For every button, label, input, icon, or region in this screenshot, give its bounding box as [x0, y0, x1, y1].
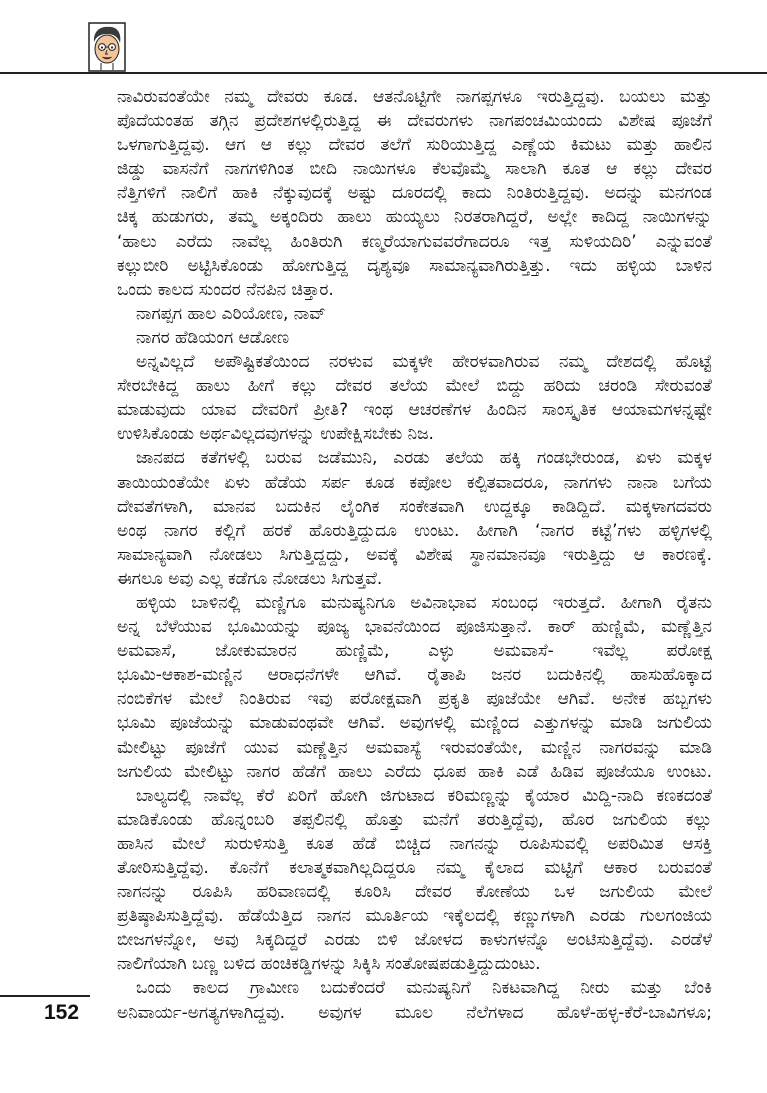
paragraph-6	[117, 976, 712, 1024]
text-line: ಪ್ರತಿಷ್ಠಾಪಿಸುತ್ತಿದ್ದೆವು. ಹೆಡೆಯೆತ್ತಿದ ನಾಗನ ಮೂರ್ತಿಯ ಇಕ್ಕೆಲದಲ್ಲಿ ಕಣ್ಣುಗಳಾಗಿ ಎರಡು ಗುಲಗಂಜಿಯ	[117, 906, 712, 927]
paragraph-4	[117, 591, 712, 784]
text-line: ಒಂದು ಕಾಲದ ಗ್ರಾಮೀಣ ಬದುಕೆಂದರೆ ಮನುಷ್ಯನಿಗೆ ನಿಕಟವಾಗಿದ್ದ ನೀರು ಮತ್ತು ಬೆಂಕಿ	[136, 978, 712, 999]
text-line: ನಂಬಿಕೆಗಳ ಮೇಲೆ ನಿಂತಿರುವ ಇವು ಪರೋಕ್ಷವಾಗಿ ಪ್ರಕೃತಿ ಪೂಜೆಯೇ ಆಗಿವೆ. ಅನೇಕ ಹಬ್ಬಗಳು	[117, 689, 712, 710]
body-text	[117, 85, 712, 1025]
text-line: ಅಂಥ ನಾಗರ ಕಲ್ಲಿಗೆ ಹರಕೆ ಹೊರುತ್ತಿದ್ದುದೂ ಉಂಟು. ಹೀಗಾಗಿ ‘ನಾಗರ ಕಟ್ಟೆ’ಗಳು ಹಳ್ಳಿಗಳಲ್ಲಿ	[117, 520, 712, 541]
text-line: ಜಗುಲಿಯ ಮೇಲಿಟ್ಟು ನಾಗರ ಹೆಡೆಗೆ ಹಾಲು ಎರೆದು ಧೂಪ ಹಾಕಿ ಎಡೆ ಹಿಡಿವ ಪೂಜೆಯೂ ಉಂಟು.	[117, 761, 712, 782]
text-line: ದೇವತೆಗಳಾಗಿ, ಮಾನವ ಬದುಕಿನ ಲೈಂಗಿಕ ಸಂಕೇತವಾಗಿ ಉದ್ದಕ್ಕೂ ಕಾಡಿದ್ದಿದೆ. ಮಕ್ಕಳಾಗದವರು	[117, 496, 712, 517]
verse-line: ನಾಗರ ಹೆಡಿಯಂಗ ಆಡೋಣ	[136, 327, 290, 348]
text-line: ಅನ್ನ ಬೆಳೆಯುವ ಭೂಮಿಯನ್ನು ಪೂಜ್ಯ ಭಾವನೆಯಿಂದ ಪೂಜಿಸುತ್ತಾನೆ. ಕಾರ್ ಹುಣ್ಣಿಮೆ, ಮಣ್ಣೆತ್ತಿನ	[117, 617, 712, 638]
text-line: ಒಳಗಾಗುತ್ತಿದ್ದವು. ಆಗ ಆ ಕಲ್ಲು ದೇವರ ತಲೆಗೆ ಸುರಿಯುತ್ತಿದ್ದ ಎಣ್ಣೆಯ ಕಿಮಟು ಮತ್ತು ಹಾಲಿನ	[117, 135, 712, 156]
text-line: ಸೇರಬೇಕಿದ್ದ ಹಾಲು ಹೀಗೆ ಕಲ್ಲು ದೇವರ ತಲೆಯ ಮೇಲೆ ಬಿದ್ದು ಹರಿದು ಚರಂಡಿ ಸೇರುವಂತೆ	[117, 376, 712, 397]
paragraph-3	[117, 446, 712, 591]
text-line: ಸಾಮಾನ್ಯವಾಗಿ ನೋಡಲು ಸಿಗುತ್ತಿದ್ದದ್ದು, ಅವಕ್ಕೆ ವಿಶೇಷ ಸ್ಥಾನಮಾನವೂ ಇರುತ್ತಿದ್ದು ಆ ಕಾರಣಕ್ಕೆ.	[117, 544, 712, 565]
text-line: ಕಲ್ಲುಬೀರಿ ಅಟ್ಟಿಸಿಕೊಂಡು ಹೋಗುತ್ತಿದ್ದ ದೃಶ್ಯವೂ ಸಾಮಾನ್ಯವಾಗಿರುತ್ತಿತ್ತು. ಇದು ಹಳ್ಳಿಯ ಬಾಳಿನ	[117, 255, 712, 276]
text-line: ಅನ್ನವಿಲ್ಲದೆ ಅಪೌಷ್ಟಿಕತೆಯಿಂದ ನರಳುವ ಮಕ್ಕಳೇ ಹೇರಳವಾಗಿರುವ ನಮ್ಮ ದೇಶದಲ್ಲಿ ಹೊಟ್ಟೆ	[136, 352, 712, 373]
text-line: ಈಗಲೂ ಅವು ಎಲ್ಲ ಕಡೆಗೂ ನೋಡಲು ಸಿಗುತ್ತವೆ.	[117, 568, 383, 589]
text-line: ಭೂಮಿ ಪೂಜೆಯನ್ನು ಮಾಡುವಂಥವೇ ಆಗಿವೆ. ಅವುಗಳಲ್ಲಿ ಮಣ್ಣಿಂದ ಎತ್ತುಗಳನ್ನು ಮಾಡಿ ಜಗುಲಿಯ	[117, 713, 712, 734]
text-line: ಅಮವಾಸೆ, ಜೋಕುಮಾರನ ಹುಣ್ಣಿಮೆ, ಎಳ್ಳು ಅಮವಾಸೆ- ಇವೆಲ್ಲ ಪರೋಕ್ಷ	[117, 641, 712, 662]
text-line: ‘ಹಾಲು ಎರೆದು ನಾವೆಲ್ಲ ಹಿಂತಿರುಗಿ ಕಣ್ಮರೆಯಾಗುವವರೆಗಾದರೂ ಇತ್ತ ಸುಳಿಯದಿರಿ’ ಎನ್ನುವಂತೆ	[117, 231, 712, 252]
text-line: ಉಳಿಸಿಕೊಂಡು ಅರ್ಥವಿಲ್ಲದವುಗಳನ್ನು ಉಪೇಕ್ಷಿಸಬೇಕು ನಿಜ.	[117, 424, 434, 445]
header-rule	[0, 72, 767, 74]
text-line: ನಾಗನನ್ನು ರೂಪಿಸಿ ಹರಿವಾಣದಲ್ಲಿ ಕೂರಿಸಿ ದೇವರ ಕೋಣೆಯ ಒಳ ಜಗುಲಿಯ ಮೇಲೆ	[117, 882, 712, 903]
text-line: ತಾಯಿಯಂತೆಯೇ ಏಳು ಹೆಡೆಯ ಸರ್ಪ ಕೂಡ ಕಪೋಲ ಕಲ್ಪಿತವಾದರೂ, ನಾಗಗಳು ನಾನಾ ಬಗೆಯ	[117, 472, 712, 493]
text-line: ಹಳ್ಳಿಯ ಬಾಳಿನಲ್ಲಿ ಮಣ್ಣಿಗೂ ಮನುಷ್ಯನಿಗೂ ಅವಿನಾಭಾವ ಸಂಬಂಧ ಇರುತ್ತದೆ. ಹೀಗಾಗಿ ರೈತನು	[136, 592, 712, 613]
text-line: ಜಿಡ್ಡು ವಾಸನೆಗೆ ನಾಗಗಳಿಗಿಂತ ಬೀದಿ ನಾಯಿಗಳೂ ಕೆಲವೊಮ್ಮೆ ಸಾಲಾಗಿ ಕೂತ ಆ ಕಲ್ಲು ದೇವರ	[117, 159, 712, 180]
text-line: ತೋರಿಸುತ್ತಿದ್ದೆವು. ಕೊನೆಗೆ ಕಲಾತ್ಮಕವಾಗಿಲ್ಲದಿದ್ದರೂ ನಮ್ಮ ಕೈಲಾದ ಮಟ್ಟಿಗೆ ಆಕಾರ ಬರುವಂತೆ	[117, 858, 712, 878]
text-line: ಚಿಕ್ಕ ಹುಡುಗರು, ತಮ್ಮ ಅಕ್ಕಂದಿರು ಹಾಲು ಹುಯ್ಯಲು ನಿರತರಾಗಿದ್ದರೆ, ಅಲ್ಲೇ ಕಾದಿದ್ದ ನಾಯಿಗಳನ್ನು	[117, 207, 712, 228]
cartoon-face-icon	[88, 22, 126, 72]
text-line: ಒಂದು ಕಾಲದ ಸುಂದರ ನೆನಪಿನ ಚಿತ್ತಾರ.	[117, 279, 334, 300]
text-line: ನಾಲಿಗೆಯಾಗಿ ಬಣ್ಣ ಬಳಿದ ಹಂಚಿಕಡ್ಡಿಗಳನ್ನು ಸಿಕ್ಕಿಸಿ ಸಂತೋಷಪಡುತ್ತಿದ್ದುದುಂಟು.	[117, 954, 541, 975]
text-line: ಬಾಲ್ಯದಲ್ಲಿ ನಾವೆಲ್ಲ ಕೆರೆ ಏರಿಗೆ ಹೋಗಿ ಜಿಗುಟಾದ ಕರಿಮಣ್ಣನ್ನು ಕೈಯಾರ ಮಿದ್ದಿ-ನಾದಿ ಕಣಕದಂತೆ	[136, 785, 712, 806]
paragraph-5	[117, 784, 712, 977]
paragraph-1	[117, 85, 712, 302]
text-line: ಹಾಸಿನ ಮೇಲೆ ಸುರುಳಿಸುತ್ತಿ ಕೂತ ಹೆಡೆ ಬಿಚ್ಚಿದ ನಾಗನನ್ನು ರೂಪಿಸುವಲ್ಲಿ ಅಪರಿಮಿತ ಆಸಕ್ತಿ	[117, 833, 712, 854]
footer-rule	[0, 995, 90, 997]
text-line: ಮೇಲಿಟ್ಟು ಪೂಜೆಗೆ ಯುವ ಮಣ್ಣೆತ್ತಿನ ಅಮವಾಸ್ಯೆ ಇರುವಂತೆಯೇ, ಮಣ್ಣಿನ ನಾಗರವನ್ನು ಮಾಡಿ	[117, 737, 712, 758]
text-line: ಭೂಮಿ-ಆಕಾಶ-ಮಣ್ಣಿನ ಆರಾಧನೆಗಳೇ ಆಗಿವೆ. ರೈತಾಪಿ ಜನರ ಬದುಕಿನಲ್ಲಿ ಹಾಸುಹೊಕ್ಕಾದ	[117, 665, 712, 686]
text-line: ಅನಿವಾರ್ಯ-ಅಗತ್ಯಗಳಾಗಿದ್ದವು. ಅವುಗಳ ಮೂಲ ನೆಲೆಗಳಾದ ಹೊಳೆ-ಹಳ್ಳ-ಕೆರೆ-ಬಾವಿಗಳೂ;	[117, 1002, 712, 1023]
text-line: ಬೀಜಗಳನ್ನೋ, ಅವು ಸಿಕ್ಕದಿದ್ದರೆ ಎರಡು ಬಿಳಿ ಜೋಳದ ಕಾಳುಗಳನ್ನೊ ಅಂಟಿಸುತ್ತಿದ್ದೆವು. ಎರಡೆಳೆ	[117, 930, 712, 951]
verse-line: ನಾಗಪ್ಪಗ ಹಾಲ ಎರಿಯೋಣ, ನಾವ್	[136, 303, 326, 324]
page-number: 152	[44, 1001, 80, 1024]
verse	[117, 302, 712, 350]
text-line: ಜಾನಪದ ಕತೆಗಳಲ್ಲಿ ಬರುವ ಜಡೆಮುನಿ, ಎರಡು ತಲೆಯ ಹಕ್ಕಿ ಗಂಡಭೇರುಂಡ, ಏಳು ಮಕ್ಕಳ	[136, 448, 712, 469]
text-line: ಮಾಡಿಕೊಂಡು ಹೊನ್ನಂಬರಿ ತಪ್ಪಲಿನಲ್ಲಿ ಹೊತ್ತು ಮನೆಗೆ ತರುತ್ತಿದ್ದೆವು, ಹೊರ ಜಗುಲಿಯ ಕಲ್ಲು	[117, 809, 712, 830]
text-line: ನಾವಿರುವಂತೆಯೇ ನಮ್ಮ ದೇವರು ಕೂಡ. ಆತನೊಟ್ಟಿಗೇ ನಾಗಪ್ಪಗಳೂ ಇರುತ್ತಿದ್ದವು. ಬಯಲು ಮತ್ತು	[117, 87, 712, 107]
text-line: ಪೊದೆಯಂತಹ ತಗ್ಗಿನ ಪ್ರದೇಶಗಳಲ್ಲಿರುತ್ತಿದ್ದ ಈ ದೇವರುಗಳು ನಾಗಪಂಚಮಿಯಂದು ವಿಶೇಷ ಪೂಜೆಗೆ	[117, 111, 712, 132]
paragraph-2	[117, 350, 712, 446]
text-line: ಮಾಡುವುದು ಯಾವ ದೇವರಿಗೆ ಪ್ರೀತಿ? ಇಂಥ ಆಚರಣೆಗಳ ಹಿಂದಿನ ಸಾಂಸ್ಕೃತಿಕ ಆಯಾಮಗಳನ್ನಷ್ಟೇ	[117, 400, 712, 421]
text-line: ನೆತ್ತಿಗಳಿಗೆ ನಾಲಿಗೆ ಹಾಕಿ ನೆಕ್ಕುವುದಕ್ಕೆ ಅಷ್ಟು ದೂರದಲ್ಲಿ ಕಾದು ನಿಂತಿರುತ್ತಿದ್ದವು. ಅದನ್ನು ಮನಗಂಡ	[117, 183, 712, 204]
